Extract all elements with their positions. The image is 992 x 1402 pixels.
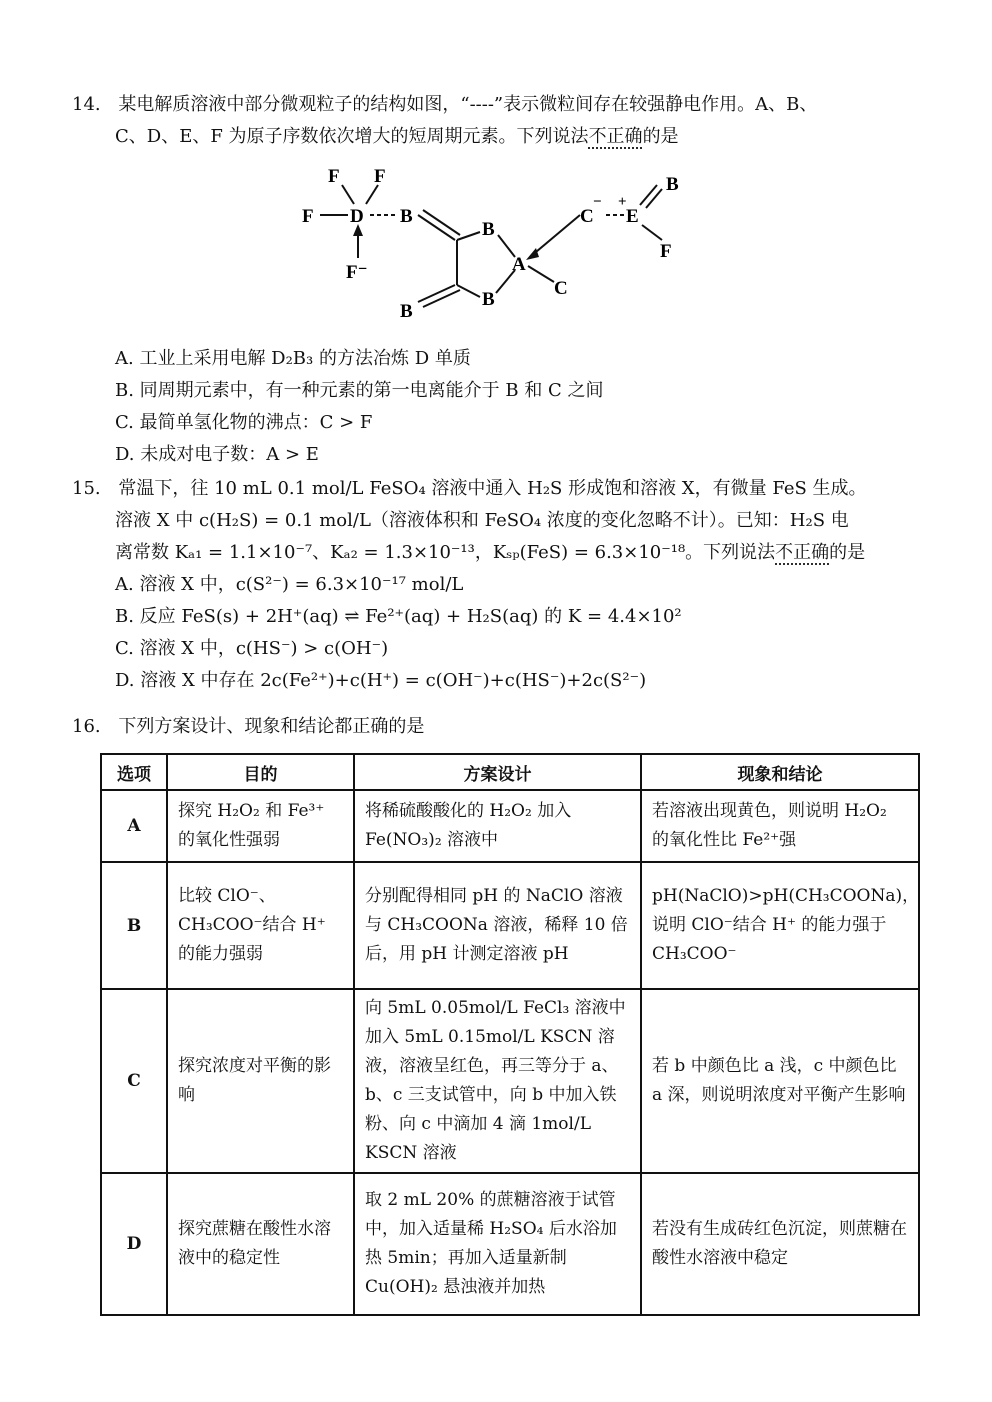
option-key: D [101, 1173, 167, 1315]
emphasis-text: 不正确 [775, 542, 830, 563]
charge-minus: − [593, 194, 602, 210]
option-key: B [101, 862, 167, 989]
table-row [101, 790, 919, 862]
atom-label-b: B [400, 206, 413, 227]
result-cell: pH(NaClO)>pH(CH₃COONa)，说明 ClO⁻结合 H⁺ 的能力强于 CH₃COO⁻ [641, 862, 919, 989]
option-a: A. 溶液 X 中，c(S²⁻) = 6.3×10⁻¹⁷ mol/L [115, 574, 464, 595]
atom-label-c: C [580, 206, 594, 227]
question-number: 15. [72, 478, 101, 499]
goal-cell: 探究 H₂O₂ 和 Fe³⁺ 的氧化性强弱 [167, 790, 354, 862]
atom-label-d: D [350, 206, 364, 227]
question-number: 16. [72, 716, 101, 737]
question-number: 14. [72, 94, 101, 115]
emphasis-text: 不正确 [588, 126, 643, 147]
column-header: 方案设计 [354, 754, 641, 790]
question-stem: 离常数 Kₐ₁ = 1.1×10⁻⁷、Kₐ₂ = 1.3×10⁻¹³，Kₛₚ(FeS) = 6.3×10⁻¹⁸。下列说法 [115, 542, 776, 563]
design-cell: 向 5mL 0.05mol/L FeCl₃ 溶液中加入 5mL 0.15mol/L KSCN 溶液，溶液呈红色，再三等分于 a、b、c 三支试管中，向 b 中加入铁粉、向 c 中滴加 4 滴 1mol/L KSCN 溶液 [354, 989, 641, 1173]
table-row [101, 1173, 919, 1315]
charge-plus: + [618, 194, 627, 210]
atom-label-f: F [302, 206, 314, 227]
goal-cell: 探究蔗糖在酸性水溶液中的稳定性 [167, 1173, 354, 1315]
option-a: A. 工业上采用电解 D₂B₃ 的方法冶炼 D 单质 [115, 348, 471, 369]
result-cell: 若溶液出现黄色，则说明 H₂O₂ 的氧化性比 Fe²⁺强 [641, 790, 919, 862]
option-c: C. 最简单氢化物的沸点：C > F [115, 412, 373, 433]
column-header: 目的 [167, 754, 354, 790]
option-key: A [101, 790, 167, 862]
atom-label-f: F [660, 241, 672, 262]
design-cell: 分别配得相同 pH 的 NaClO 溶液与 CH₃COONa 溶液，稀释 10 倍后，用 pH 计测定溶液 pH [354, 862, 641, 989]
atom-label-b: B [666, 174, 679, 195]
option-c: C. 溶液 X 中，c(HS⁻) > c(OH⁻) [115, 638, 389, 659]
atom-label-f: F [374, 166, 386, 187]
option-key: C [101, 989, 167, 1173]
design-cell: 将稀硫酸酸化的 H₂O₂ 加入 Fe(NO₃)₂ 溶液中 [354, 790, 641, 862]
goal-cell: 比较 ClO⁻、CH₃COO⁻结合 H⁺ 的能力强弱 [167, 862, 354, 989]
question-stem: 的是 [642, 126, 679, 147]
table-header-row [101, 754, 919, 790]
question-stem: 的是 [829, 542, 866, 563]
atom-label-b: B [482, 289, 495, 310]
question-stem: 溶液 X 中 c(H₂S) = 0.1 mol/L（溶液体积和 FeSO₄ 浓度的变化忽略不计）。已知：H₂S 电 [115, 510, 849, 531]
table-row [101, 989, 919, 1173]
question-stem: 某电解质溶液中部分微观粒子的结构如图，“----”表示微粒间存在较强静电作用。A、B、 [118, 94, 818, 115]
option-b: B. 反应 FeS(s) + 2H⁺(aq) ⇌ Fe²⁺(aq) + H₂S(aq) 的 K = 4.4×10² [115, 606, 682, 627]
column-header: 选项 [101, 754, 167, 790]
atom-label-f-anion: F⁻ [346, 262, 368, 283]
result-cell: 若没有生成砖红色沉淀，则蔗糖在酸性水溶液中稳定 [641, 1173, 919, 1315]
question-stem: C、D、E、F 为原子序数依次增大的短周期元素。下列说法 [115, 126, 589, 147]
molecule-structure-diagram [290, 160, 710, 325]
atom-label-a: A [512, 254, 526, 275]
option-d: D. 未成对电子数：A > E [115, 444, 319, 465]
atom-label-e: E [626, 206, 639, 227]
column-header: 现象和结论 [641, 754, 919, 790]
option-b: B. 同周期元素中，有一种元素的第一电离能介于 B 和 C 之间 [115, 380, 604, 401]
question-stem: 下列方案设计、现象和结论都正确的是 [118, 716, 425, 737]
question-stem: 常温下，往 10 mL 0.1 mol/L FeSO₄ 溶液中通入 H₂S 形成饱和溶液 X，有微量 FeS 生成。 [118, 478, 867, 499]
option-d: D. 溶液 X 中存在 2c(Fe²⁺)+c(H⁺) = c(OH⁻)+c(HS⁻)+2c(S²⁻) [115, 670, 647, 691]
atom-label-b: B [482, 219, 495, 240]
result-cell: 若 b 中颜色比 a 浅，c 中颜色比 a 深，则说明浓度对平衡产生影响 [641, 989, 919, 1173]
atom-label-f: F [328, 166, 340, 187]
goal-cell: 探究浓度对平衡的影响 [167, 989, 354, 1173]
atom-label-c: C [554, 278, 568, 299]
table-row [101, 862, 919, 989]
atom-label-b: B [400, 301, 413, 322]
experiment-table [100, 753, 920, 1316]
design-cell: 取 2 mL 20% 的蔗糖溶液于试管中，加入适量稀 H₂SO₄ 后水浴加热 5min；再加入适量新制 Cu(OH)₂ 悬浊液并加热 [354, 1173, 641, 1315]
